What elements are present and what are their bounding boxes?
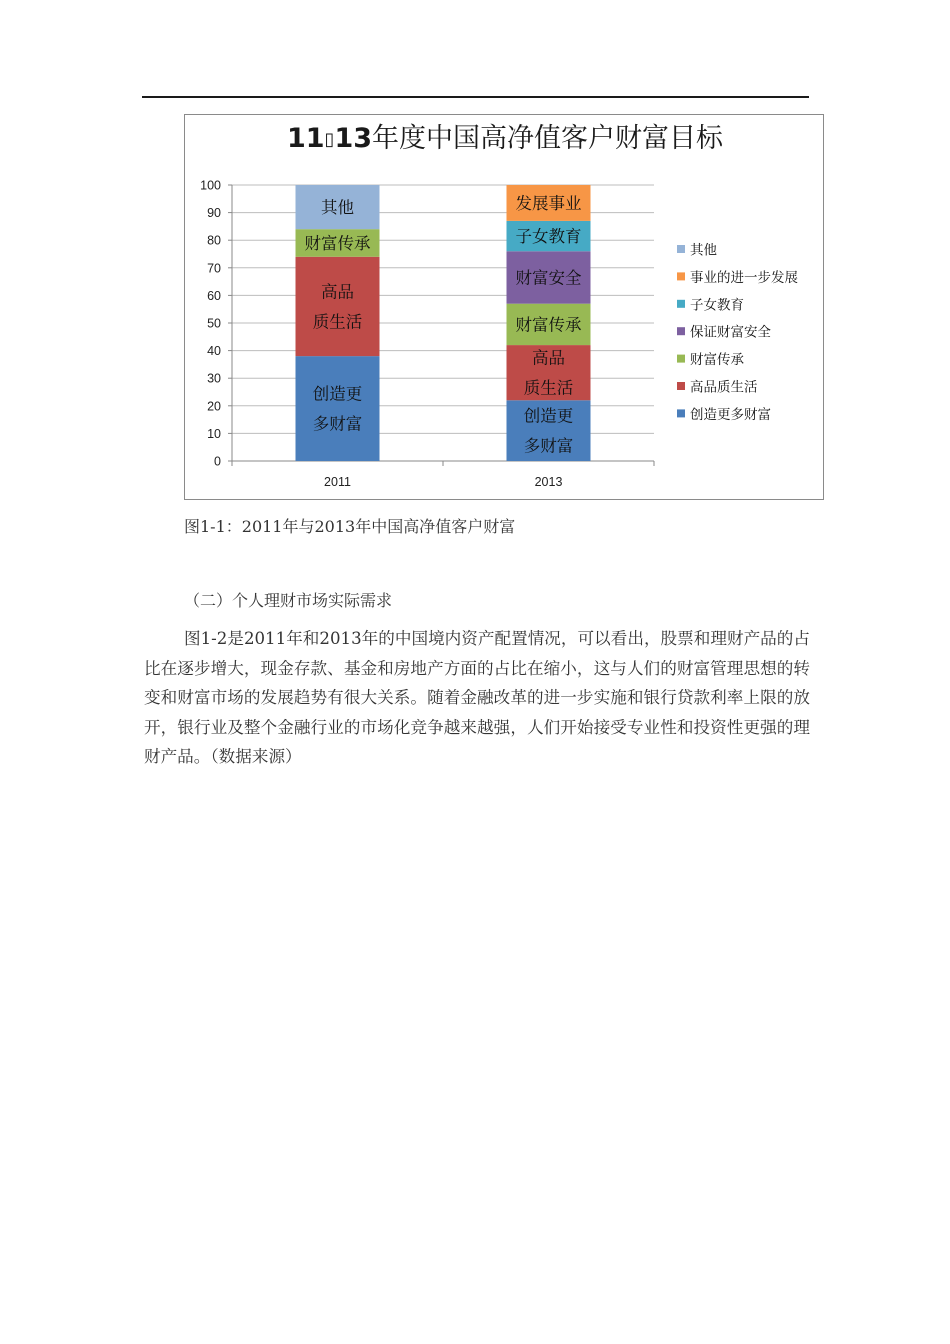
legend-label: 创造更多财富 bbox=[690, 406, 771, 423]
header-rule bbox=[142, 96, 809, 98]
stacked-bar-chart bbox=[185, 115, 825, 501]
bar-segment bbox=[296, 356, 380, 461]
bar-data-label: 其他 bbox=[321, 198, 354, 218]
bar-data-label: 财富传承 bbox=[304, 233, 371, 253]
section-heading: （二）个人理财市场实际需求 bbox=[184, 591, 393, 610]
y-tick-label: 10 bbox=[207, 426, 221, 441]
y-tick-label: 60 bbox=[207, 288, 221, 303]
chart-title-number-2: 13 bbox=[334, 123, 373, 154]
bar-data-label: 质生活 bbox=[312, 312, 363, 332]
bar-data-label: 财富传承 bbox=[515, 315, 582, 335]
chart-title-text: 年度中国高净值客户财富目标 bbox=[372, 123, 724, 154]
legend-label: 保证财富安全 bbox=[690, 324, 771, 341]
bar-data-label: 发展事业 bbox=[515, 193, 582, 213]
chart-title-number: 11 bbox=[286, 123, 325, 154]
legend-label: 子女教育 bbox=[690, 297, 744, 314]
bar-data-label: 高品 bbox=[321, 282, 354, 302]
legend-swatch bbox=[677, 382, 685, 390]
bar-data-label: 质生活 bbox=[523, 378, 574, 398]
legend-label: 事业的进一步发展 bbox=[690, 269, 798, 286]
chart-frame bbox=[184, 114, 824, 500]
y-tick-label: 50 bbox=[207, 316, 221, 331]
y-tick-label: 80 bbox=[207, 233, 221, 248]
legend-swatch bbox=[677, 245, 685, 253]
y-tick-label: 20 bbox=[207, 399, 221, 414]
bar-data-label: 多财富 bbox=[523, 436, 574, 456]
legend-swatch bbox=[677, 327, 685, 335]
y-tick-label: 100 bbox=[200, 178, 221, 193]
legend-swatch bbox=[677, 272, 685, 280]
legend-label: 其他 bbox=[690, 242, 717, 259]
body-paragraph: 图1-2是2011年和2013年的中国境内资产配置情况，可以看出，股票和理财产品的占比在逐步增大，现金存款、基金和房地产方面的占比在缩小，这与人们的财富管理思想的转变和财富市场的发展趋势有很大关系。随着金融改革的进一步实施和银行贷款利率上限的放开，银行业及整个金融行业的市场化竞争越来越强，人们开始接受专业性和投资性更强的理财产品。（数据来源） bbox=[144, 629, 810, 766]
chart-title bbox=[287, 123, 724, 154]
y-tick-label: 70 bbox=[207, 261, 221, 276]
bar-data-label: 高品 bbox=[532, 348, 565, 368]
chart-title-missing-glyph: ▯ bbox=[324, 129, 335, 150]
y-tick-label: 0 bbox=[214, 454, 221, 469]
bar-data-label: 多财富 bbox=[312, 414, 363, 434]
legend-swatch bbox=[677, 355, 685, 363]
bar-data-label: 子女教育 bbox=[515, 227, 582, 247]
legend-label: 财富传承 bbox=[690, 352, 744, 369]
legend-label: 高品质生活 bbox=[690, 379, 758, 396]
figure-caption: 图1-1：2011年与2013年中国高净值客户财富 bbox=[184, 517, 516, 536]
x-tick-label: 2013 bbox=[534, 475, 563, 489]
y-tick-label: 90 bbox=[207, 206, 221, 221]
bar-data-label: 财富安全 bbox=[515, 268, 582, 288]
y-tick-label: 30 bbox=[207, 371, 221, 386]
bar-data-label: 创造更 bbox=[523, 406, 574, 426]
legend-swatch bbox=[677, 300, 685, 308]
y-tick-label: 40 bbox=[207, 344, 221, 359]
legend-swatch bbox=[677, 409, 685, 417]
bar-segment bbox=[296, 257, 380, 356]
bar-data-label: 创造更 bbox=[312, 384, 363, 404]
x-tick-label: 2011 bbox=[324, 475, 351, 489]
